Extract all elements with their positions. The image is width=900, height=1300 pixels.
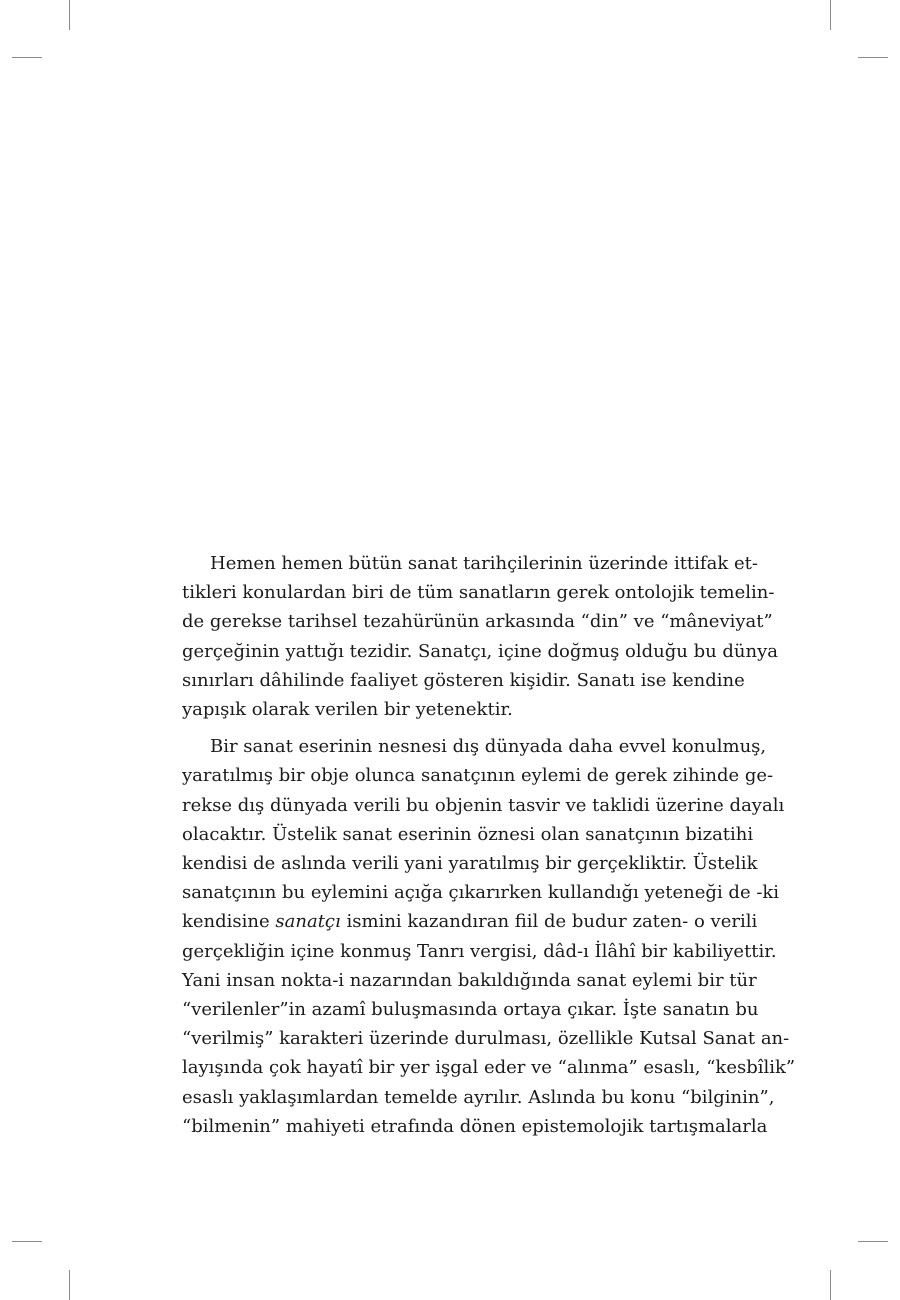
text-line: olacaktır. Üstelik sanat eserinin öznesi olan sanatçının bizatihi [182,823,754,845]
paragraph-2 [182,732,796,1141]
text-line: sanatçının bu eylemini açığa çıkarırken kullandığı yeteneği de -ki [182,882,780,904]
text-run: ismini kazandıran fiil de budur zaten- o verili [340,911,758,933]
italic-term: sanatçı [275,911,341,933]
text-run: kendisine [182,911,276,933]
text-line: “bilmenin” mahiyeti etrafında dönen epistemolojik tartışmalarla [182,1115,768,1137]
body-text [182,549,796,1141]
crop-mark-top-left-vertical [69,0,70,30]
text-line: gerçekliğin içine konmuş Tanrı vergisi, dâd-ı İlâhî bir kabiliyettir. [182,940,777,962]
text-line: “verilmiş” karakteri üzerinde durulması, özellikle Kutsal Sanat an- [182,1028,790,1050]
crop-mark-bottom-right-horizontal [858,1241,888,1242]
text-line: “verilenler”in azamî buluşmasında ortaya çıkar. İşte sanatın bu [182,999,759,1021]
paragraph-1 [182,549,779,724]
crop-mark-top-right-vertical [830,0,831,30]
text-line: rekse dış dünyada verili bu objenin tasvir ve taklidi üzerine dayalı [182,794,785,816]
text-line: Bir sanat eserinin nesnesi dış dünyada daha evvel konulmuş, [210,736,767,758]
crop-mark-bottom-left-horizontal [12,1241,42,1242]
crop-mark-bottom-left-vertical [69,1270,70,1300]
text-line: de gerekse tarihsel tezahürünün arkasında “din” ve “mâneviyat” [182,611,773,633]
text-line: Yani insan nokta-i nazarından bakıldığında sanat eylemi bir tür [182,969,757,991]
text-line: yapışık olarak verilen bir yetenektir. [182,699,513,721]
text-line: Hemen hemen bütün sanat tarihçilerinin üzerinde ittifak et- [210,553,758,574]
text-line [182,907,758,936]
crop-mark-top-left-horizontal [12,57,42,58]
text-line: sınırları dâhilinde faaliyet gösteren kişidir. Sanatı ise kendine [182,669,745,691]
text-line: gerçeğinin yattığı tezidir. Sanatçı, içine doğmuş olduğu bu dünya [182,640,779,662]
text-line: kendisi de aslında verili yani yaratılmış bir gerçekliktir. Üstelik [182,853,758,875]
crop-mark-bottom-right-vertical [830,1270,831,1300]
crop-mark-top-right-horizontal [858,57,888,58]
text-line: layışında çok hayatî bir yer işgal eder ve “alınma” esaslı, “kesbîlik” [182,1057,796,1079]
text-line: esaslı yaklaşımlardan temelde ayrılır. Aslında bu konu “bilginin”, [182,1086,775,1108]
text-line: yaratılmış bir obje olunca sanatçının eylemi de gerek zihinde ge- [182,765,774,787]
text-line: tikleri konulardan biri de tüm sanatların gerek ontolojik temelin- [182,582,775,604]
